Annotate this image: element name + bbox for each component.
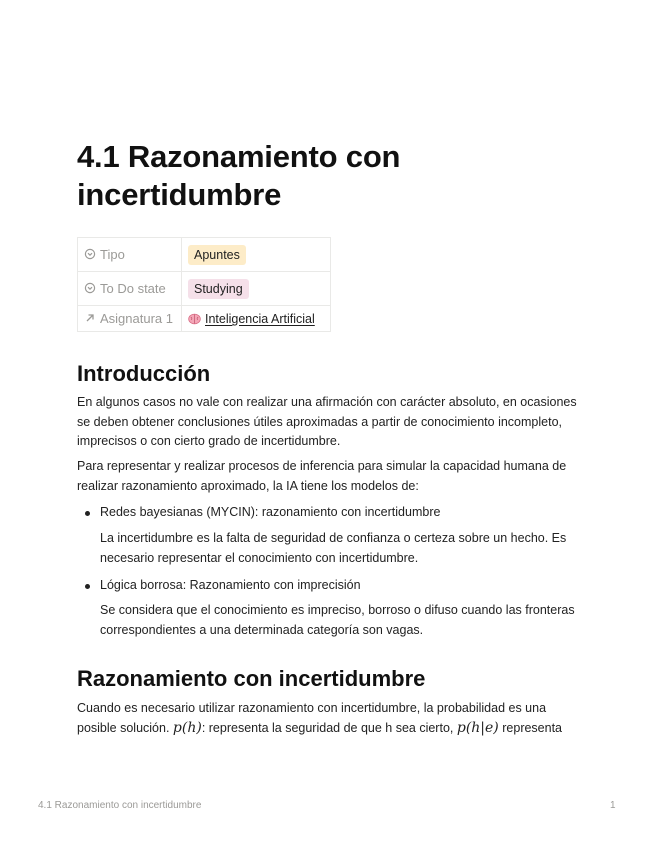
bullet-title-bayes: Redes bayesianas (MYCIN): razonamiento con incertidumbre xyxy=(100,505,441,519)
asignatura-link[interactable]: Inteligencia Artificial xyxy=(205,312,315,326)
intro-heading: Introducción xyxy=(77,361,211,386)
bullet-dot xyxy=(85,511,90,516)
razonamiento-text-mid: : representa la seguridad de que h sea cierto, xyxy=(201,720,454,735)
razonamiento-paragraph xyxy=(77,699,582,738)
property-row-todo-state xyxy=(78,272,331,306)
page-title: 4.1 Razonamiento con incertidumbre xyxy=(77,139,401,212)
intro-paragraph-1: En algunos casos no vale con realizar una afirmación con carácter absoluto, en ocasiones se deben obtener conclusiones útiles aproximadas a partir de conocimiento incompleto, imprecisos o con cierto grado de incertidumbre. xyxy=(77,395,577,448)
property-value-cell[interactable] xyxy=(182,272,331,306)
razonamiento-text-end: representa xyxy=(502,720,563,735)
select-icon xyxy=(84,282,96,294)
property-key-cell xyxy=(78,272,182,306)
tipo-tag[interactable]: Apuntes xyxy=(188,245,246,265)
bullet-title-borrosa: Lógica borrosa: Razonamiento con imprecisión xyxy=(100,578,361,592)
properties-table xyxy=(77,237,331,332)
footer-title: 4.1 Razonamiento con incertidumbre xyxy=(38,800,202,811)
bullet-desc-borrosa: Se considera que el conocimiento es impreciso, borroso o difuso cuando las fronteras correspondientes a una determinada categoría son vagas. xyxy=(100,603,575,637)
property-key-cell xyxy=(78,238,182,272)
property-key: Asignatura 1 xyxy=(100,311,173,326)
razonamiento-text-start: Cuando es necesario utilizar razonamiento con incertidumbre, la probabilidad es una posible solución. xyxy=(77,701,547,735)
todo-state-tag[interactable]: Studying xyxy=(188,279,249,299)
property-key: Tipo xyxy=(100,247,125,262)
select-icon xyxy=(84,248,96,260)
footer-page-number: 1 xyxy=(610,800,616,811)
math-p-h-given-e: p(h|e) xyxy=(456,719,499,736)
property-value-cell[interactable] xyxy=(182,306,331,332)
brain-icon xyxy=(188,313,201,325)
relation-arrow-icon xyxy=(84,312,96,324)
property-key: To Do state xyxy=(100,281,166,296)
razonamiento-heading: Razonamiento con incertidumbre xyxy=(77,666,426,691)
property-row-asignatura xyxy=(78,306,331,332)
property-key-cell xyxy=(78,306,182,332)
bullet-dot xyxy=(85,584,90,589)
property-value-cell[interactable] xyxy=(182,238,331,272)
math-p-h: p(h) xyxy=(172,719,202,736)
bullet-desc-bayes: La incertidumbre es la falta de seguridad de confianza o certeza sobre un hecho. Es necesario representar el conocimiento con incertidumbre. xyxy=(100,531,567,565)
property-row-tipo xyxy=(78,238,331,272)
intro-paragraph-2: Para representar y realizar procesos de inferencia para simular la capacidad humana de realizar razonamiento aproximado, la IA tiene los modelos de: xyxy=(77,459,567,493)
